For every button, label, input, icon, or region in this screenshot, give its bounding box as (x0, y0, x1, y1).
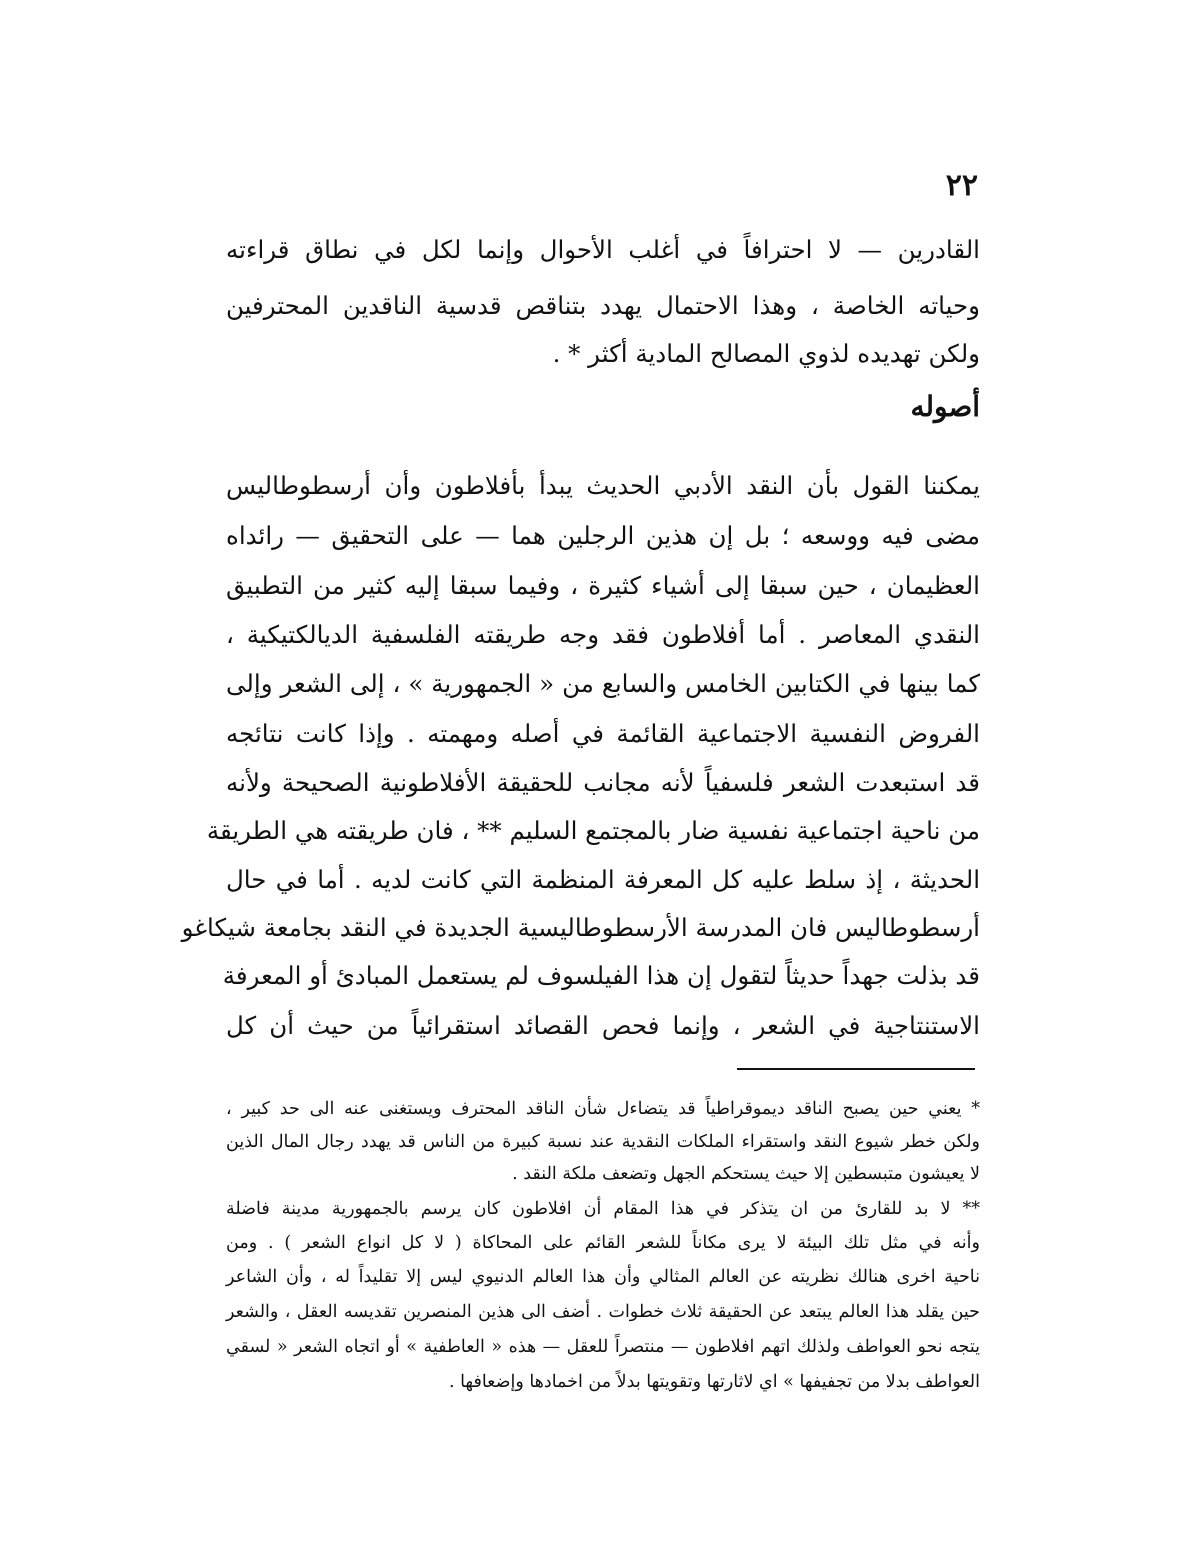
paragraph-2-line-2: مضى فيه ووسعه ؛ بل إن هذين الرجلين هما — على التحقيق — رائداه (226, 521, 980, 550)
paragraph-2-line-1: يمكننا القول بأن النقد الأدبي الحديث يبدأ بأفلاطون وأن أرسطوطاليس (226, 471, 980, 500)
paragraph-2-line-4: النقدي المعاصر . أما أفلاطون فقد وجه طريقته الفلسفية الديالكتيكية ، (226, 620, 980, 649)
page-number: ٢٢ (945, 168, 978, 203)
paragraph-2-line-12: الاستنتاجية في الشعر ، وإنما فحص القصائد استقرائياً من حيث أن كل (226, 1011, 980, 1040)
paragraph-1-line-3: ولكن تهديده لذوي المصالح المادية أكثر * . (552, 339, 980, 368)
paragraph-1-line-2: وحياته الخاصة ، وهذا الاحتمال يهدد بتناقص قدسية الناقدين المحترفين (226, 291, 980, 320)
paragraph-2-line-10: أرسطوطاليس فان المدرسة الأرسطوطاليسية الجديدة في النقد بجامعة شيكاغو (181, 913, 980, 942)
paragraph-2-line-6: الفروض النفسية الاجتماعية القائمة في أصله ومهمته . وإذا كانت نتائجه (226, 719, 980, 748)
footnote-2-line-2: وأنه في مثل تلك البيئة لا يرى مكاناً للشعر القائم على المحاكاة ( لا كل انواع الشعر ) . ومن (226, 1233, 980, 1253)
footnote-2-line-4: حين يقلد هذا العالم يبتعد عن الحقيقة ثلاث خطوات . أضف الى هذين المنصرين تقديسه العقل ، والشعر (226, 1302, 980, 1322)
paragraph-1-line-1: القادرين — لا احترافاً في أغلب الأحوال وإنما لكل في نطاق قراءته (226, 235, 980, 264)
paragraph-2-line-9: الحديثة ، إذ سلط عليه كل المعرفة المنظمة التي كانت لديه . أما في حال (226, 865, 980, 894)
section-heading: أصوله (910, 390, 980, 423)
footnote-1-line-1: * يعني حين يصبح الناقد ديموقراطياً قد يتضاءل شأن الناقد المحترف ويستغنى عنه الى حد كبير ، (226, 1099, 980, 1119)
paragraph-2-line-7: قد استبعدت الشعر فلسفياً لأنه مجانب للحقيقة الأفلاطونية الصحيحة ولأنه (226, 768, 980, 797)
paragraph-2-line-11: قد بذلت جهداً حديثاً لتقول إن هذا الفيلسوف لم يستعمل المبادئ أو المعرفة (222, 961, 980, 990)
footnote-2-line-3: ناحية اخرى هنالك نظريته عن العالم المثالي وأن هذا العالم الدنيوي ليس إلا تقليداً له ، وأن الشاعر (226, 1267, 980, 1287)
footnote-separator (737, 1068, 975, 1070)
footnote-2-line-1: ** لا بد للقارئ من ان يتذكر في هذا المقام أن افلاطون كان يرسم بالجمهورية مدينة فاضلة (226, 1199, 980, 1219)
paragraph-2-line-3: العظيمان ، حين سبقا إلى أشياء كثيرة ، وفيما سبقا إليه كثير من التطبيق (226, 571, 980, 600)
footnote-2-line-5: يتجه نحو العواطف ولذلك اتهم افلاطون — منتصراً للعقل — هذه « العاطفية » أو اتجاه الشعر « لسقي (226, 1337, 980, 1357)
footnote-2-line-6: العواطف بدلا من تجفيفها » اي لاثارتها وتقويتها بدلاً من اخمادها وإضعافها . (448, 1372, 980, 1392)
paragraph-2-line-5: كما بينها في الكتابين الخامس والسابع من « الجمهورية » ، إلى الشعر وإلى (226, 669, 980, 698)
footnote-1-line-2: ولكن خطر شيوع النقد واستقراء الملكات النقدية عند نسبة كبيرة من الناس قد يهدد رجال المال الذين (226, 1132, 980, 1152)
footnote-1-line-3: لا يعيشون متبسطين إلا حيث يستحكم الجهل وتضعف ملكة النقد . (512, 1164, 980, 1184)
paragraph-2-line-8: من ناحية اجتماعية نفسية ضار بالمجتمع السليم ** ، فان طريقته هي الطريقة (206, 816, 980, 845)
